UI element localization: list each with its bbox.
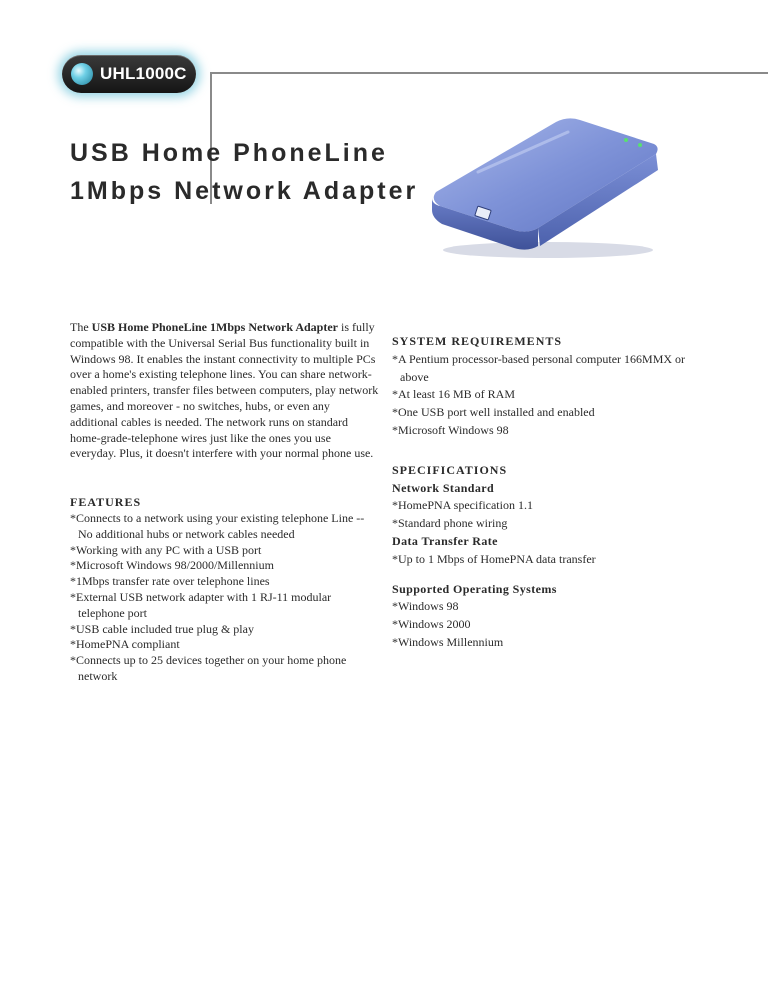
intro-paragraph: [70, 320, 380, 462]
list-item: *Up to 1 Mbps of HomePNA data transfer: [392, 551, 596, 566]
intro-product-name: USB Home PhoneLine 1Mbps Network Adapter: [91, 320, 338, 334]
list-item: *Windows Millennium: [392, 634, 504, 649]
list-item: *Connects to a network using your existing telephone Line -- No additional hubs or network cables needed: [70, 510, 365, 541]
list-item: *Connects up to 25 devices together on your home phone network: [70, 653, 347, 683]
spacer: [70, 462, 380, 495]
list-item: *External USB network adapter with 1 RJ-11 modular telephone port: [70, 589, 332, 620]
network-standard-heading: Network Standard: [392, 480, 495, 495]
model-badge: [62, 55, 196, 93]
list-item: *HomePNA compliant: [70, 637, 180, 652]
intro-prefix: The: [70, 320, 92, 334]
network-standard-list: [392, 497, 692, 533]
title-line-1: USB Home PhoneLine: [70, 139, 388, 167]
specifications-heading: SPECIFICATIONS: [392, 462, 508, 477]
supported-os-list: [392, 598, 692, 651]
title-line-2: 1Mbps Network Adapter: [70, 177, 419, 205]
system-requirements-heading: SYSTEM REQUIREMENTS: [392, 334, 563, 348]
features-list: [70, 511, 380, 685]
data-transfer-rate-list: [392, 551, 692, 569]
intro-body: is fully compatible with the Universal Serial Bus functionality built in Windows 98. It enables the instant connectivity to multiple PCs over a home's existing telephone lines. You can share network-enabled printers, transfer files between computers, play network games, and moreover - no switches, hubs, or even any additional cables is needed. The network runs on standard home-grade-telephone wires just like the ones you use everyday. Plus, it doesn't interfere with your normal phone use.: [70, 320, 379, 461]
usb-adapter-product-image: [418, 110, 668, 260]
list-item: *A Pentium processor-based personal computer 166MMX or above: [392, 351, 686, 384]
list-item: *HomePNA specification 1.1: [392, 498, 533, 513]
list-item: *Microsoft Windows 98/2000/Millennium: [70, 558, 274, 573]
left-column: [70, 320, 380, 685]
list-item: *At least 16 MB of RAM: [392, 387, 515, 402]
list-item: *Microsoft Windows 98: [392, 422, 509, 437]
list-item: *Windows 2000: [392, 617, 471, 632]
spacer: [392, 440, 692, 462]
list-item: *1Mbps transfer rate over telephone lines: [70, 574, 270, 589]
list-item: *USB cable included true plug & play: [70, 621, 254, 636]
system-requirements-list: [392, 351, 692, 440]
model-number: UHL1000C: [100, 64, 187, 83]
list-item: *One USB port well installed and enabled: [392, 405, 595, 420]
data-transfer-rate-heading: Data Transfer Rate: [392, 533, 498, 548]
list-item: *Standard phone wiring: [392, 516, 508, 531]
features-heading: FEATURES: [70, 495, 142, 510]
header-rule-horizontal: [210, 72, 768, 74]
list-item: *Windows 98: [392, 599, 459, 614]
list-item: *Working with any PC with a USB port: [70, 542, 262, 557]
spacer: [392, 569, 692, 581]
badge-orb-icon: [71, 63, 93, 85]
supported-os-heading: Supported Operating Systems: [392, 581, 557, 596]
right-column: [392, 333, 692, 652]
page-title: [70, 134, 418, 210]
